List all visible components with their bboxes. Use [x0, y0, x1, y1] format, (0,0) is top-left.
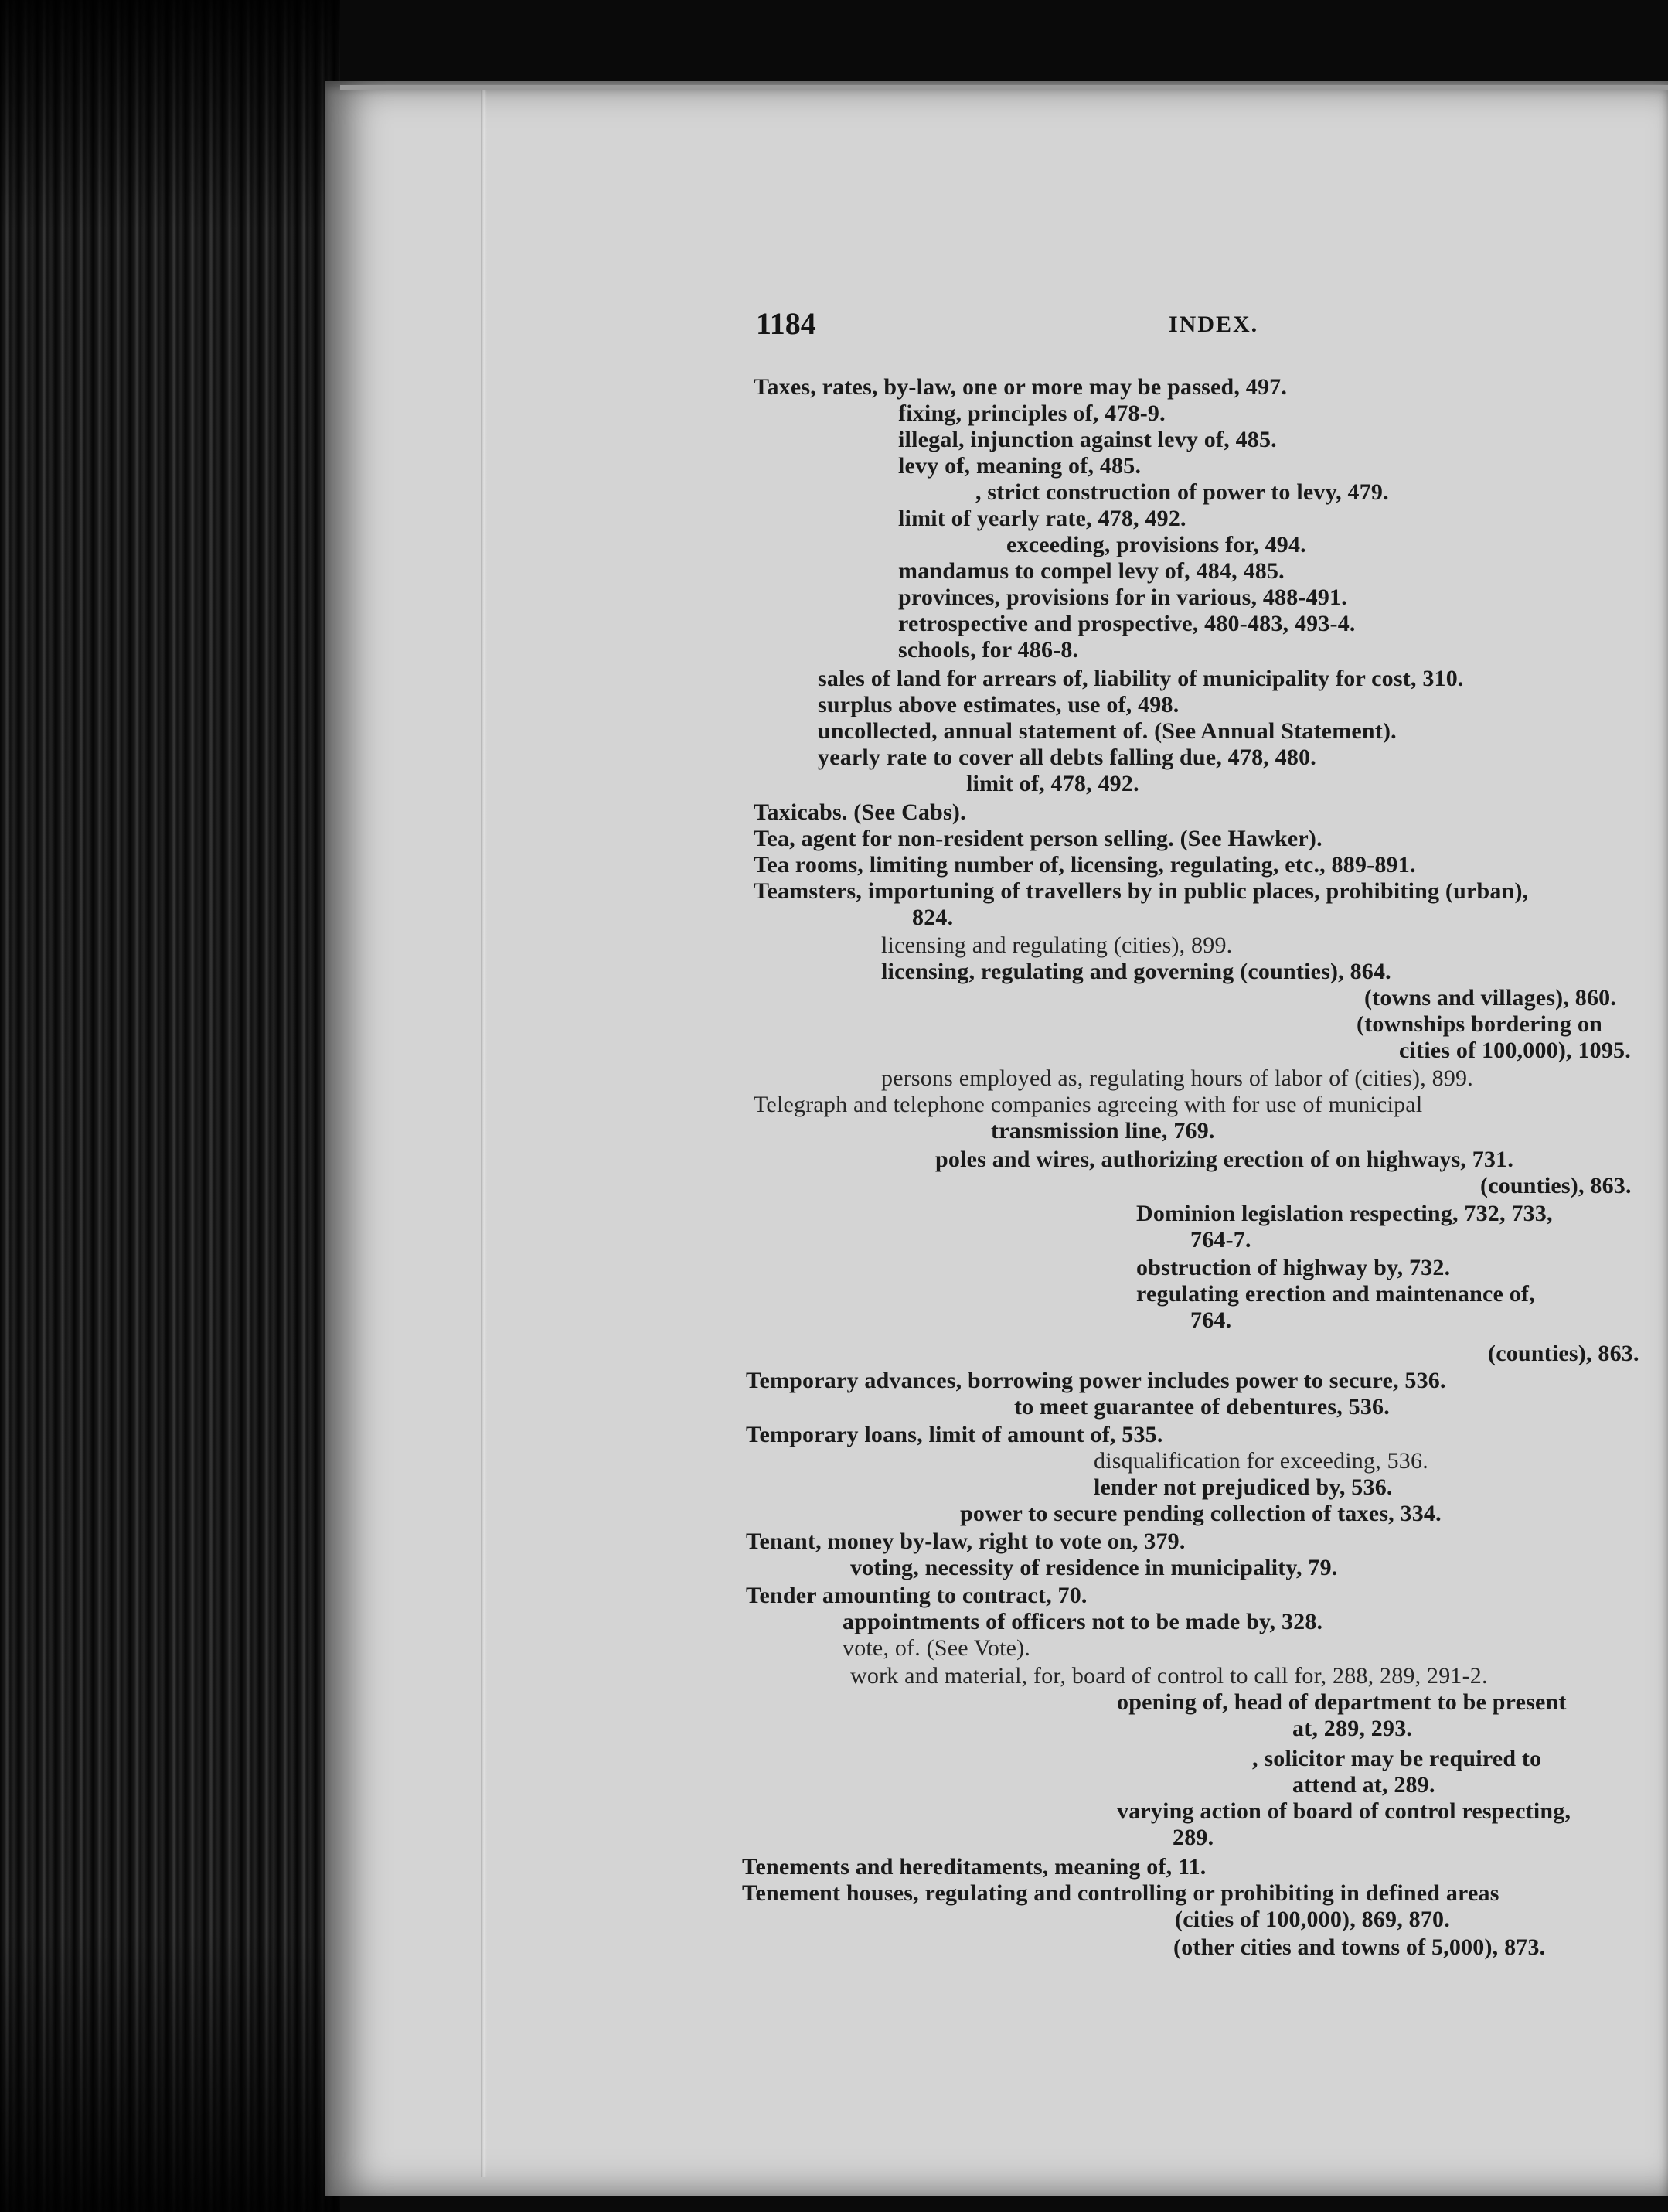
index-line: limit of, 478, 492.: [966, 771, 1139, 796]
page-title: INDEX.: [1169, 312, 1259, 337]
index-line: 289.: [1173, 1825, 1214, 1850]
index-line: , solicitor may be required to: [1252, 1746, 1542, 1771]
index-line: cities of 100,000), 1095.: [1399, 1038, 1631, 1063]
index-line: work and material, for, board of control to call for, 288, 289, 291-2.: [850, 1663, 1488, 1689]
index-line: schools, for 486-8.: [898, 637, 1079, 663]
index-line: Tenements and hereditaments, meaning of, 11.: [742, 1854, 1207, 1880]
index-line: to meet guarantee of debentures, 536.: [1014, 1394, 1390, 1420]
index-line: lender not prejudiced by, 536.: [1094, 1474, 1393, 1500]
index-line: fixing, principles of, 478-9.: [898, 400, 1166, 426]
index-line: obstruction of highway by, 732.: [1136, 1255, 1451, 1280]
index-line: Tender amounting to contract, 70.: [746, 1583, 1088, 1608]
index-line: disqualification for exceeding, 536.: [1094, 1448, 1428, 1474]
page-number: 1184: [756, 306, 816, 341]
index-line: provinces, provisions for in various, 488-491.: [898, 585, 1347, 610]
index-line: persons employed as, regulating hours of labor of (cities), 899.: [881, 1065, 1473, 1091]
index-line: levy of, meaning of, 485.: [898, 453, 1142, 479]
index-line: retrospective and prospective, 480-483, 493-4.: [898, 611, 1356, 636]
index-line: Dominion legislation respecting, 732, 733,: [1136, 1201, 1553, 1226]
index-line: poles and wires, authorizing erection of on highways, 731.: [935, 1147, 1514, 1172]
index-line: (towns and villages), 860.: [1364, 985, 1617, 1011]
index-line: transmission line, 769.: [991, 1118, 1215, 1143]
index-line: vote, of. (See Vote).: [843, 1635, 1031, 1661]
index-line: Teamsters, importuning of travellers by in public places, prohibiting (urban),: [754, 878, 1529, 904]
index-line: Tenement houses, regulating and controlling or prohibiting in defined areas: [742, 1880, 1499, 1906]
index-line: (counties), 863.: [1488, 1341, 1639, 1366]
index-line: Tea rooms, limiting number of, licensing, regulating, etc., 889-891.: [754, 852, 1416, 878]
index-line: power to secure pending collection of taxes, 334.: [960, 1501, 1442, 1526]
index-line: mandamus to compel levy of, 484, 485.: [898, 558, 1285, 584]
index-line: Taxicabs. (See Cabs).: [754, 799, 966, 825]
index-line: sales of land for arrears of, liability of municipality for cost, 310.: [818, 666, 1464, 691]
index-line: yearly rate to cover all debts falling due, 478, 480.: [818, 745, 1316, 770]
index-line: opening of, head of department to be present: [1117, 1689, 1567, 1715]
index-line: surplus above estimates, use of, 498.: [818, 692, 1180, 717]
index-line: Taxes, rates, by-law, one or more may be passed, 497.: [754, 374, 1288, 400]
index-line: Temporary loans, limit of amount of, 535.: [746, 1422, 1163, 1447]
index-line: voting, necessity of residence in municipality, 79.: [850, 1555, 1338, 1580]
index-line: (cities of 100,000), 869, 870.: [1175, 1907, 1450, 1932]
index-line: uncollected, annual statement of. (See Annual Statement).: [818, 718, 1397, 744]
index-line: regulating erection and maintenance of,: [1136, 1281, 1535, 1307]
index-line: licensing and regulating (cities), 899.: [881, 932, 1233, 958]
index-line: licensing, regulating and governing (counties), 864.: [881, 959, 1391, 984]
index-line: varying action of board of control respecting,: [1117, 1798, 1571, 1824]
index-line: 764-7.: [1190, 1227, 1251, 1253]
index-line: appointments of officers not to be made by, 328.: [843, 1609, 1323, 1634]
index-line: 764.: [1190, 1307, 1232, 1333]
index-line: at, 289, 293.: [1292, 1716, 1413, 1741]
index-line: Temporary advances, borrowing power includes power to secure, 536.: [746, 1368, 1446, 1393]
index-line: (counties), 863.: [1480, 1173, 1632, 1198]
index-line: attend at, 289.: [1292, 1772, 1435, 1798]
index-line: Tenant, money by-law, right to vote on, 379.: [746, 1529, 1186, 1554]
index-line: , strict construction of power to levy, 479.: [975, 479, 1389, 505]
index-line: (other cities and towns of 5,000), 873.: [1173, 1934, 1546, 1960]
index-line: exceeding, provisions for, 494.: [1006, 532, 1306, 557]
index-line: limit of yearly rate, 478, 492.: [898, 506, 1186, 531]
index-line: illegal, injunction against levy of, 485.: [898, 427, 1277, 452]
index-line: 824.: [912, 905, 954, 930]
index-line: Telegraph and telephone companies agreeing with for use of municipal: [754, 1092, 1423, 1117]
index-line: Tea, agent for non-resident person selling. (See Hawker).: [754, 826, 1322, 851]
index-line: (townships bordering on: [1357, 1011, 1603, 1037]
